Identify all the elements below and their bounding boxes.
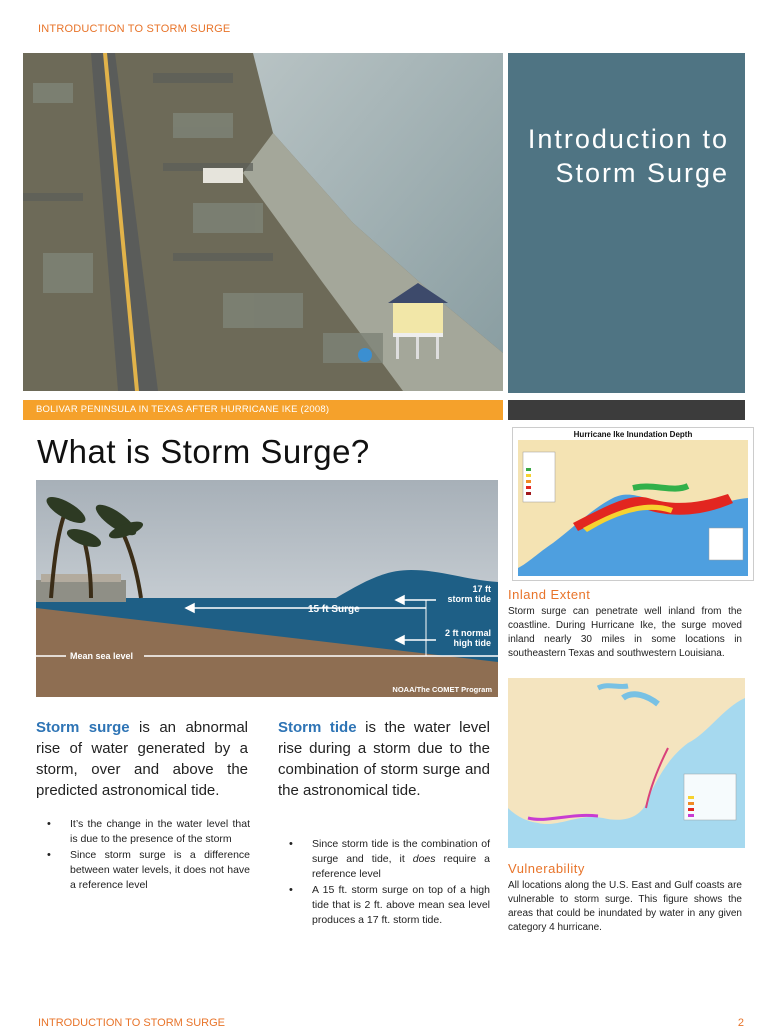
cover-title	[528, 123, 729, 191]
vulnerability-heading: Vulnerability	[508, 861, 585, 876]
label-storm-tide-2: storm tide	[447, 594, 491, 604]
inland-extent-heading: Inland Extent	[508, 587, 591, 602]
cover-title-line1: Introduction to	[527, 124, 729, 154]
aerial-flood-image	[23, 53, 503, 391]
label-normal-tide-2: high tide	[453, 638, 491, 648]
storm-surge-diagram	[36, 480, 498, 697]
ike-inundation-map	[512, 427, 754, 581]
storm-surge-definition	[36, 717, 248, 801]
storm-tide-term: Storm tide	[278, 719, 357, 736]
list-item: • It’s the change in the water level that is due to the presence of the storm	[36, 817, 250, 847]
vulnerability-map	[508, 678, 745, 848]
section-heading: What is Storm Surge?	[37, 433, 370, 470]
inland-extent-body: Storm surge can penetrate well inland from the coastline. During Hurricane Ike, the surge moved inland nearly 30 miles in some locations in southeastern Texas and southwestern Louisiana.	[508, 606, 742, 659]
cover-title-line2: Storm Surge	[555, 157, 729, 188]
list-item: • Since storm surge is a difference between water levels, it does not have a reference level	[36, 848, 250, 893]
running-header: INTRODUCTION TO STORM SURGE	[38, 23, 231, 35]
running-footer: INTRODUCTION TO STORM SURGE	[38, 1017, 226, 1029]
label-storm-tide-1: 17 ft	[472, 584, 491, 594]
dark-bar	[508, 400, 745, 420]
map1-title: Hurricane Ike Inundation Depth	[573, 430, 693, 439]
storm-surge-text: is an abnormal rise of water generated by a storm, over and above the predicted astronomical tide.	[36, 719, 248, 799]
page-number: 2	[737, 1017, 744, 1029]
storm-surge-term: Storm surge	[36, 719, 130, 736]
storm-surge-bullets	[36, 817, 250, 894]
label-surge: 15 ft Surge	[308, 604, 360, 615]
storm-tide-definition	[278, 717, 490, 801]
list-item: • Since storm tide is the combination of surge and tide, it does require a reference level	[278, 837, 490, 882]
label-normal-tide-1: 2 ft normal	[444, 628, 491, 638]
hero-photo	[23, 53, 503, 391]
label-msl: Mean sea level	[70, 651, 134, 661]
storm-tide-bullets	[278, 837, 490, 929]
figure-credit: NOAA/The COMET Program	[392, 685, 492, 694]
title-box	[508, 53, 745, 393]
photo-caption: BOLIVAR PENINSULA IN TEXAS AFTER HURRICANE IKE (2008)	[36, 404, 330, 415]
vulnerability-body: All locations along the U.S. East and Gulf coasts are vulnerable to storm surge. This figure shows the areas that could be inundated by water in any given category 4 hurricane.	[508, 880, 742, 933]
storm-tide-text: is the water level rise during a storm due to the combination of storm surge and the astronomical tide.	[278, 719, 490, 799]
list-item: • A 15 ft. storm surge on top of a high tide that is 2 ft. above mean sea level produces a 17 ft. storm tide.	[278, 883, 490, 928]
